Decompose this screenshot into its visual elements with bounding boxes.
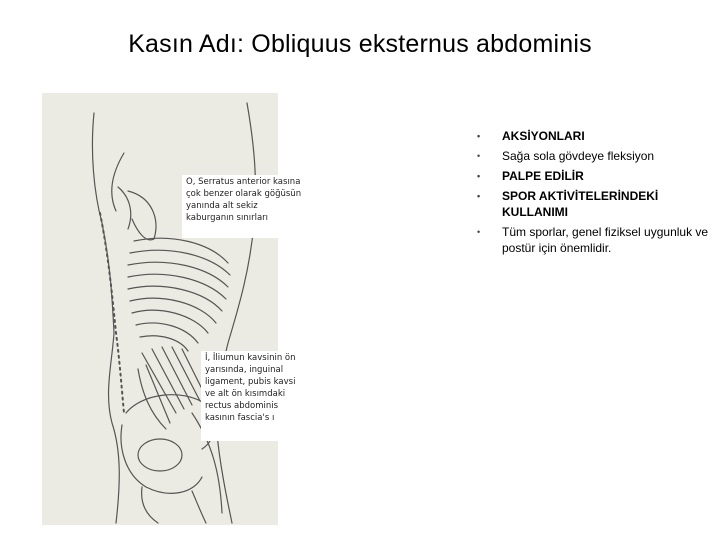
- origin-callout: O, Serratus anterior kasına çok benzer olarak göğüsün yanında alt sekiz kaburganın sınırları: [182, 175, 306, 238]
- bullet-icon: •: [477, 171, 481, 181]
- bullet-item: [474, 148, 710, 164]
- bullet-item: [474, 188, 710, 220]
- bullet-text: Tüm sporlar, genel fiziksel uygunluk ve postür için önemlidir.: [502, 225, 709, 255]
- insertion-callout: İ, İliumun kavsinin ön yarısında, inguinal ligament, pubis kavsi ve alt ön kısımdaki rectus abdominis kasının fascia's ı: [201, 351, 311, 441]
- bullet-icon: •: [477, 227, 481, 237]
- bullet-icon: •: [477, 131, 481, 141]
- bullet-icon: •: [477, 151, 481, 161]
- bullet-list: [474, 128, 710, 260]
- bullet-item: [474, 168, 710, 184]
- bullet-item: [474, 128, 710, 144]
- bullet-icon: •: [477, 191, 481, 201]
- slide-title: Kasın Adı: Obliquus eksternus abdominis: [128, 30, 592, 58]
- torso-line-drawing: [42, 93, 278, 525]
- bullet-text: AKSİYONLARI: [502, 129, 585, 143]
- bullet-text: SPOR AKTİVİTELERİNDEKİ KULLANIMI: [502, 189, 659, 219]
- bullet-text: Sağa sola gövdeye fleksiyon: [502, 149, 655, 163]
- bullet-text: PALPE EDİLİR: [502, 169, 584, 183]
- bullet-item: [474, 224, 710, 256]
- anatomy-illustration: [42, 93, 278, 525]
